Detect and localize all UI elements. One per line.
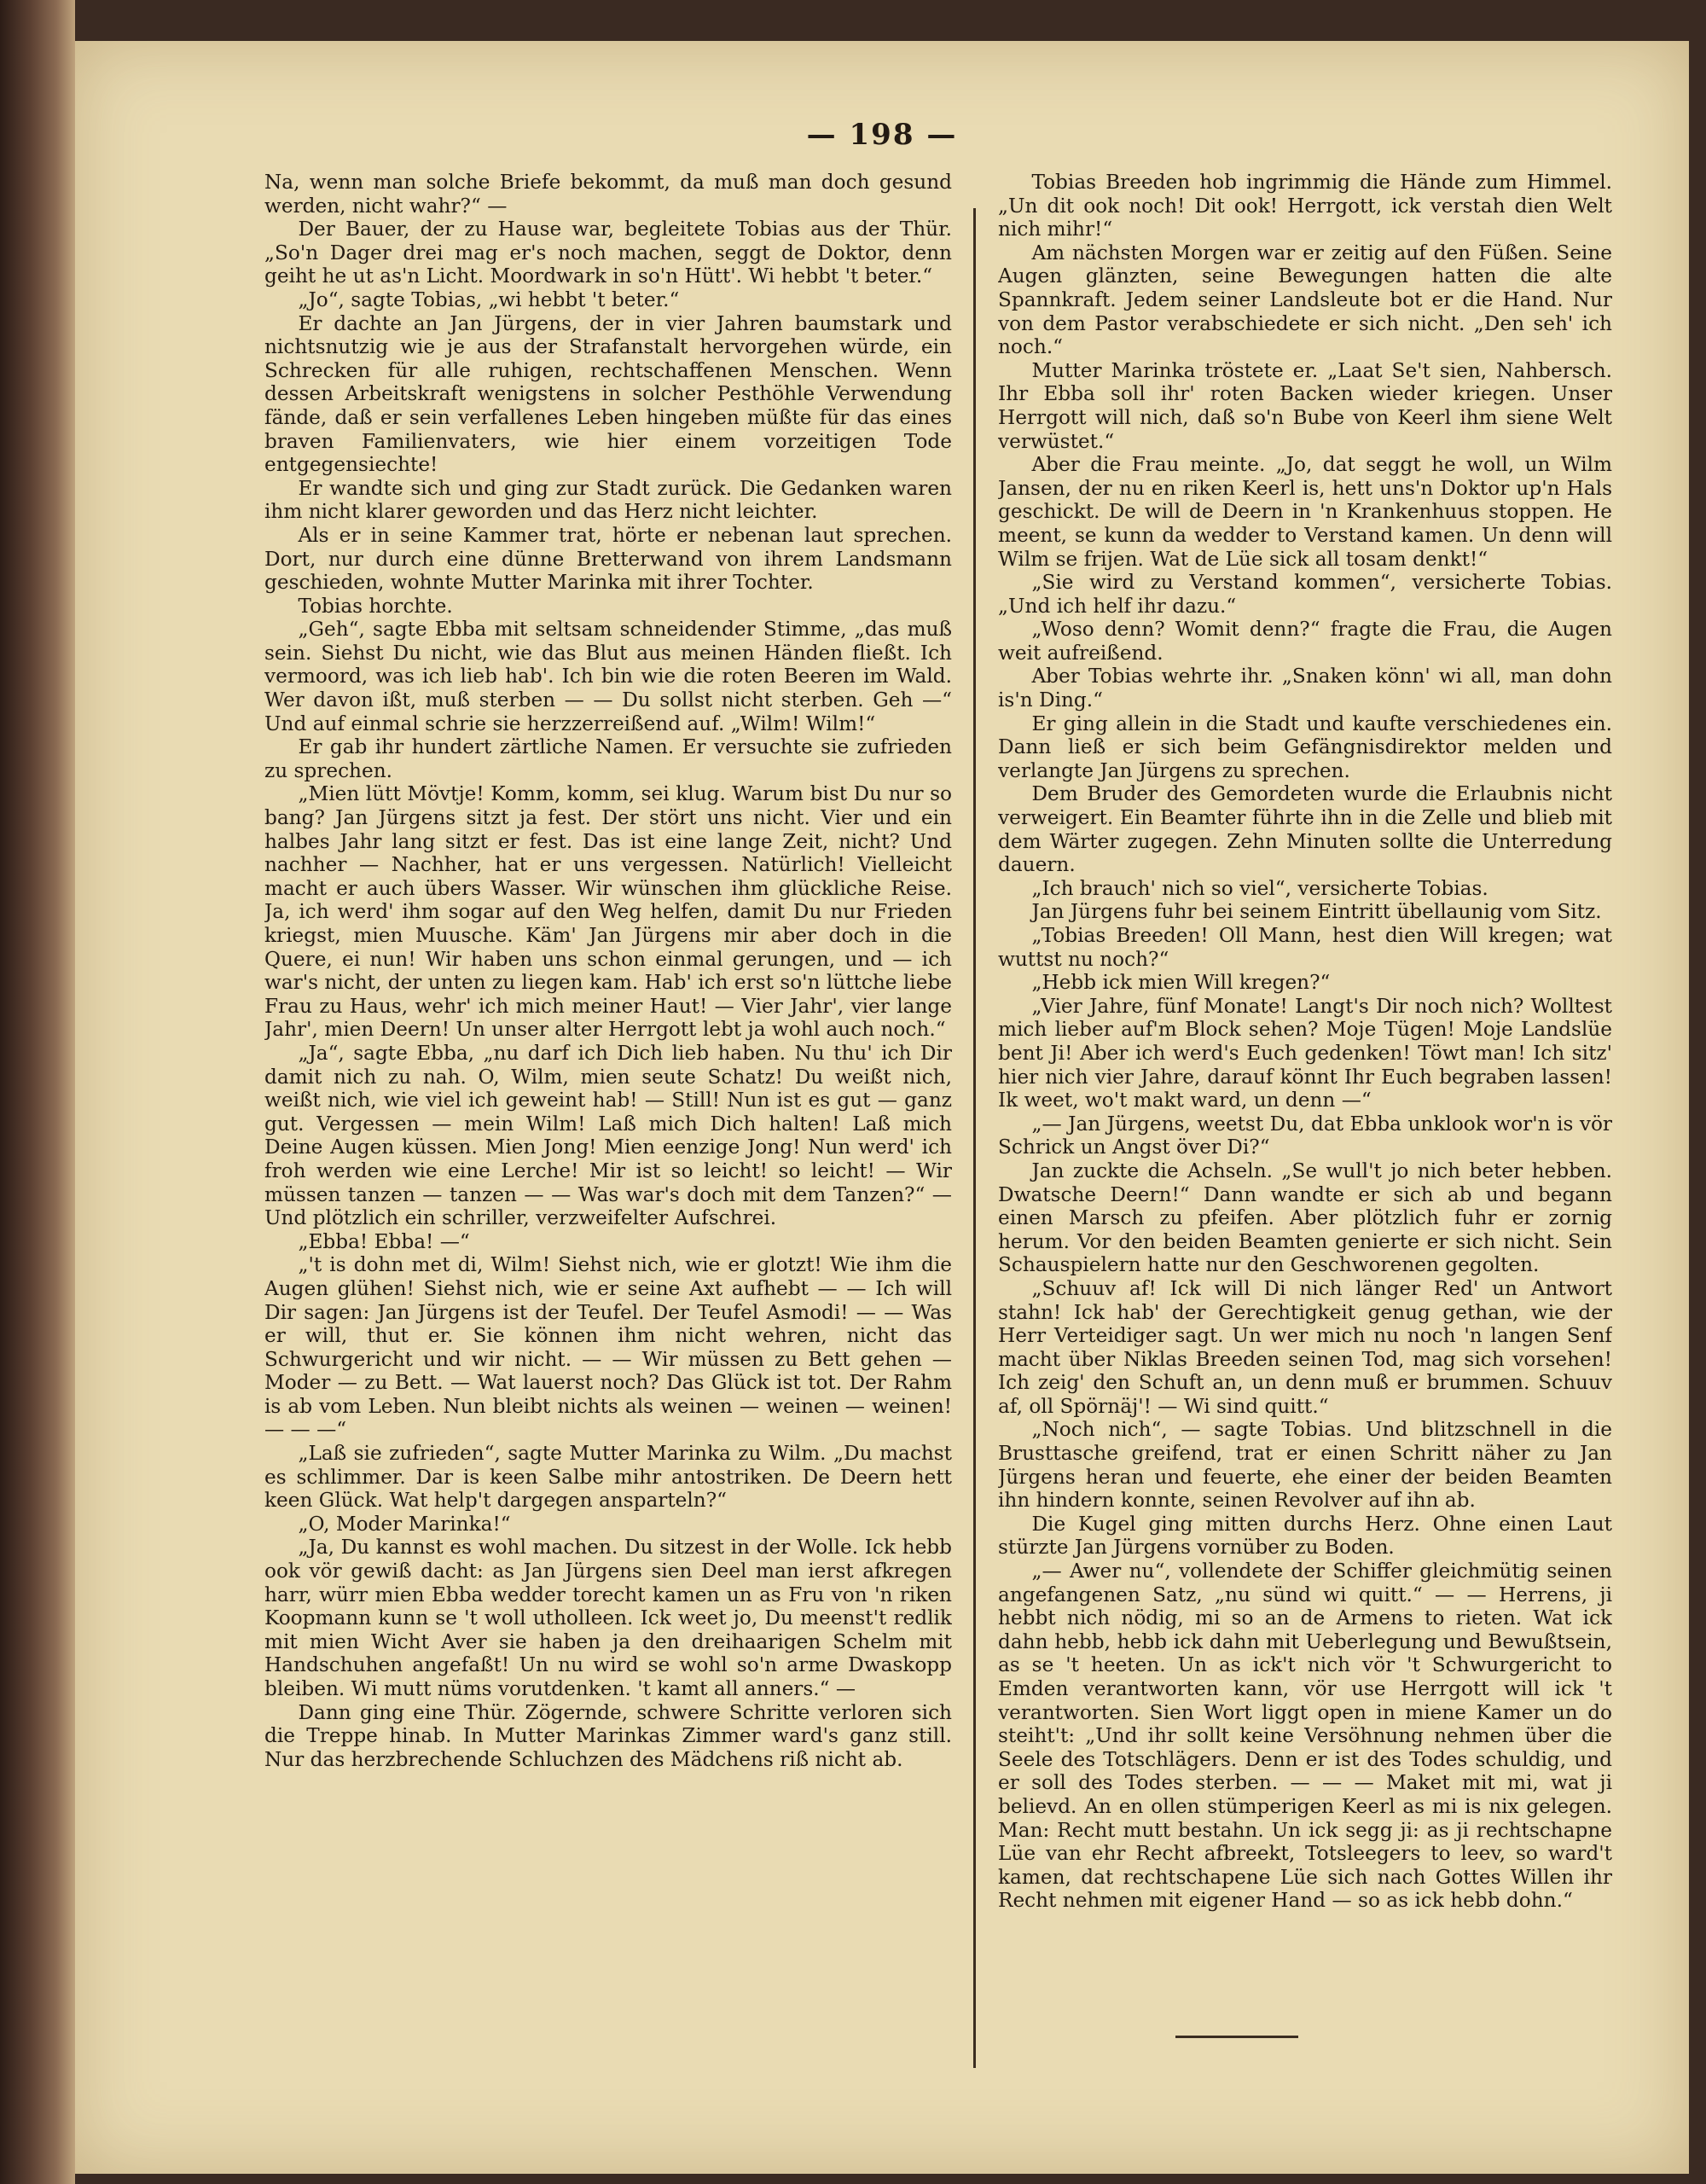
paragraph: Dann ging eine Thür. Zögernde, schwere Schritte verloren sich die Treppe hinab. In Mutter Marinkas Zimmer ward's ganz still. Nur das herzbrechende Schluchzen des Mädchens riß nicht ab. (264, 1700, 952, 1771)
paragraph: Aber die Frau meinte. „Jo, dat seggt he woll, un Wilm Jansen, der nu en riken Keerl is, hett uns'n Doktor up'n Hals geschickt. De will de Deern in 'n Krankenhuus stoppen. He meent, se kunn da wedder to Verstand kamen. Un denn will Wilm se frijen. Wat de Lüe sick all tosam denkt!“ (998, 453, 1612, 571)
paragraph: „Mien lütt Mövtje! Komm, komm, sei klug. Warum bist Du nur so bang? Jan Jürgens sitzt ja fest. Der stört uns nicht. Vier und ein halbes Jahr lang sitzt er fest. Das ist eine lange Zeit, nicht? Und nachher — Nachher, hat er uns vergessen. Natürlich! Vielleicht macht er auch übers Wasser. Wir wünschen ihm glückliche Reise. Ja, ich werd' ihm sogar auf den Weg helfen, damit Du nur Frieden kriegst, mien Muusche. Käm' Jan Jürgens mir aber doch in die Quere, ei nun! Wir haben uns schon einmal gerungen, und — ich war's nicht, der unten zu liegen kam. Hab' ich erst so'n lüttche liebe Frau zu Haus, wehr' ich mich meiner Haut! — Vier Jahr', vier lange Jahr', mien Deern! Un unser alter Herrgott lebt ja wohl auch noch.“ (264, 782, 952, 1042)
paragraph: „'t is dohn met di, Wilm! Siehst nich, wie er glotzt! Wie ihm die Augen glühen! Siehst nich, wie er seine Axt aufhebt — — Ich will Dir sagen: Jan Jürgens ist der Teufel. Der Teufel Asmodi! — — Was er will, thut er. Sie können ihm nicht wehren, nicht das Schwurgericht und wir nicht. — — Wir müssen zu Bett gehen — Moder — zu Bett. — Wat lauerst noch? Das Glück ist tot. Der Rahm is ab vom Leben. Nun bleibt nichts als weinen — weinen — weinen! — — —“ (264, 1253, 952, 1442)
paragraph: Mutter Marinka tröstete er. „Laat Se't sien, Nahbersch. Ihr Ebba soll ihr' roten Backen wieder kriegen. Unser Herrgott will nich, daß so'n Bube von Keerl ihm siene Welt verwüstet.“ (998, 358, 1612, 453)
paragraph: „Ich brauch' nich so viel“, versicherte Tobias. (1031, 876, 1488, 900)
column-divider (973, 208, 976, 2068)
page-number: — 198 — (806, 118, 958, 152)
paragraph: Tobias horchte. (298, 594, 453, 618)
paragraph: „Laß sie zufrieden“, sagte Mutter Marinka zu Wilm. „Du machst es schlimmer. Dar is keen Salbe mihr antostriken. De Deern hett keen Glück. Wat help't dargegen ansparteln?“ (264, 1442, 952, 1513)
paragraph: Als er in seine Kammer trat, hörte er nebenan laut sprechen. Dort, nur durch eine dünne Bretterwand von ihrem Landsmann geschieden, wohnte Mutter Marinka mit ihrer Tochter. (264, 523, 952, 595)
paragraph: Jan zuckte die Achseln. „Se wull't jo nich beter hebben. Dwatsche Deern!“ Dann wandte er sich ab und begann einen Marsch zu pfeifen. Aber plötzlich fuhr er zornig herum. Vor den beiden Beamten genierte er sich nicht. Sein Schauspielern hatte nur den Geschworenen gegolten. (998, 1159, 1612, 1277)
paragraph: „Tobias Breeden! Oll Mann, hest dien Will kregen; wat wuttst nu noch?“ (998, 924, 1612, 971)
paragraph: Der Bauer, der zu Hause war, begleitete Tobias aus der Thür. „So'n Dager drei mag er's noch machen, seggt de Doktor, denn geiht he ut as'n Licht. Moordwark in so'n Hütt'. Wi hebbt 't beter.“ (264, 218, 952, 288)
book-page (75, 41, 1689, 2174)
end-rule (1175, 2036, 1298, 2038)
paragraph: Am nächsten Morgen war er zeitig auf den Füßen. Seine Augen glänzten, seine Bewegungen hatten die alte Spannkraft. Jedem seiner Landsleute bot er die Hand. Nur von dem Pastor verabschiedete er sich nicht. „Den seh' ich noch.“ (998, 241, 1612, 359)
paragraph: „Noch nich“, — sagte Tobias. Und blitzschnell in die Brusttasche greifend, trat er einen Schritt näher zu Jan Jürgens heran und feuerte, ehe einer der beiden Beamten ihn hindern konnte, seinen Revolver auf ihn ab. (998, 1418, 1612, 1513)
paragraph: Dem Bruder des Gemordeten wurde die Erlaubnis nicht verweigert. Ein Beamter führte ihn in die Zelle und blieb mit dem Wärter zugegen. Zehn Minuten sollte die Unterredung dauern. (998, 782, 1612, 877)
paragraph: Er wandte sich und ging zur Stadt zurück. Die Gedanken waren ihm nicht klarer geworden und das Herz nicht leichter. (264, 476, 952, 524)
paragraph: „Hebb ick mien Will kregen?“ (1031, 971, 1331, 995)
paragraph: „Geh“, sagte Ebba mit seltsam schneidender Stimme, „das muß sein. Siehst Du nicht, wie das Blut aus meinen Händen fließt. Ich vermoord, was ich lieb hab'. Ich bin wie die roten Beeren im Wald. Wer davon ißt, muß sterben — — Du sollst nicht sterben. Geh —“ Und auf einmal schrie sie herzzerreißend auf. „Wilm! Wilm!“ (264, 618, 952, 735)
right-text-column (998, 171, 1612, 2048)
paragraph: Er gab ihr hundert zärtliche Namen. Er versuchte sie zufrieden zu sprechen. (264, 735, 952, 782)
paragraph: Tobias Breeden hob ingrimmig die Hände zum Himmel. „Un dit ook noch! Dit ook! Herrgott, ick verstah dien Welt nich mihr!“ (998, 171, 1612, 241)
paragraph: „— Awer nu“, vollendete der Schiffer gleichmütig seinen angefangenen Satz, „nu sünd wi quitt.“ — — Herrens, ji hebbt nich nödig, mi so an de Armens to rieten. Wat ick dahn hebb, hebb ick dahn mit Ueberlegung und Bewußtsein, as se 't heeten. Un as ick't nich vör 't Schwurgericht to Emden verantworten kann, vör use Herrgott will ick 't verantworten. Sien Wort liggt open in miene Kamer un do steiht't: „Und ihr sollt keine Versöhnung nehmen über die Seele des Totschlägers. Denn er ist des Todes schuldig, und er soll des Todes sterben. — — — Maket mit mi, wat ji believd. An en ollen stümperigen Keerl as mi is nix gelegen. Man: Recht mutt bestahn. Un ick segg ji: as ji rechtschapne Lüe van ehr Recht afbreekt, Totsleegers to leev, so ward't kamen, dat rechtschapene Lüe sich nach Gottes Willen ihr Recht nehmen mit eigener Hand — so as ick hebb dohn.“ (998, 1560, 1612, 1913)
paragraph: Die Kugel ging mitten durchs Herz. Ohne einen Laut stürzte Jan Jürgens vornüber zu Boden. (998, 1512, 1612, 1560)
paragraph: Aber Tobias wehrte ihr. „Snaken könn' wi all, man dohn is'n Ding.“ (998, 665, 1612, 712)
paragraph: Er ging allein in die Stadt und kaufte verschiedenes ein. Dann ließ er sich beim Gefängnisdirektor melden und verlangte Jan Jürgens zu sprechen. (998, 712, 1612, 782)
paragraph: „Schuuv af! Ick will Di nich länger Red' un Antwort stahn! Ick hab' der Gerechtigkeit genug gethan, wie der Herr Verteidiger sagt. Un wer mich nu noch 'n langen Senf macht über Niklas Breeden seinen Tod, mag sich vorsehen! Ich zeig' den Schuft an, un denn muß er brummen. Schuuv af, oll Spörnäj'! — Wi sind quitt.“ (998, 1276, 1612, 1418)
paragraph: „Ja, Du kannst es wohl machen. Du sitzest in der Wolle. Ick hebb ook vör gewiß dacht: as Jan Jürgens sien Deel man ierst afkregen harr, würr mien Ebba wedder torecht kamen un as Fru von 'n riken Koopmann kunn se 't woll utholleen. Ick weet jo, Du meenst't redlik mit mien Wicht Aver sie haben ja den dreihaarigen Schelm mit Handschuhen angefaßt! Un nu wird se wohl so'n arme Dwaskopp bleiben. Wi mutt nüms vorutdenken. 't kamt all anners.“ — (264, 1536, 952, 1700)
paragraph: „— Jan Jürgens, weetst Du, dat Ebba unklook wor'n is vör Schrick un Angst över Di?“ (998, 1112, 1612, 1159)
paragraph: „O, Moder Marinka!“ (298, 1512, 511, 1536)
paragraph: „Ebba! Ebba! —“ (298, 1229, 470, 1253)
paragraph: Er dachte an Jan Jürgens, der in vier Jahren baumstark und nichtsnutzig wie je aus der Strafanstalt hervorgehen würde, ein Schrecken für alle ruhigen, rechtschaffenen Menschen. Wenn dessen Arbeitskraft wenigstens in solcher Pesthöhle Verwendung fände, daß er sein verfallenes Leben hingeben müßte für das eines braven Familienvaters, wie hier einem vorzeitigen Tode entgegensiechte! (264, 311, 952, 477)
paragraph: „Vier Jahre, fünf Monate! Langt's Dir noch nich? Wolltest mich lieber auf'm Block sehen? Moje Tügen! Moje Landslüe bent Ji! Aber ich werd's Euch gedenken! Töwt man! Ich sitz' hier nich vier Jahre, darauf könnt Ihr Euch begraben lassen! Ik weet, wo't makt ward, un denn —“ (998, 994, 1612, 1112)
paragraph: „Woso denn? Womit denn?“ fragte die Frau, die Augen weit aufreißend. (998, 618, 1612, 665)
paragraph: „Jo“, sagte Tobias, „wi hebbt 't beter.“ (298, 288, 680, 311)
paragraph: Jan Jürgens fuhr bei seinem Eintritt übellaunig vom Sitz. (1031, 900, 1602, 924)
paragraph: Na, wenn man solche Briefe bekommt, da muß man doch gesund werden, nicht wahr?“ — (264, 171, 952, 218)
paragraph: „Sie wird zu Verstand kommen“, versicherte Tobias. „Und ich helf ihr dazu.“ (998, 571, 1612, 618)
book-binding (0, 0, 75, 2184)
left-text-column (264, 171, 952, 2048)
paragraph: „Ja“, sagte Ebba, „nu darf ich Dich lieb haben. Nu thu' ich Dir damit nich zu nah. O, Wilm, mien seute Schatz! Du weißt nich, weißt nich, wie viel ich geweint hab! — Still! Nun ist es gut — ganz gut. Vergessen — mein Wilm! Laß mich Dich halten! Laß mich Deine Augen küssen. Mien Jong! Mien eenzige Jong! Nun werd' ich froh werden wie eine Lerche! Mir ist so leicht! so leicht! — Wir müssen tanzen — tanzen — — Was war's doch mit dem Tanzen?“ — Und plötzlich ein schriller, verzweifelter Aufschrei. (264, 1041, 952, 1230)
